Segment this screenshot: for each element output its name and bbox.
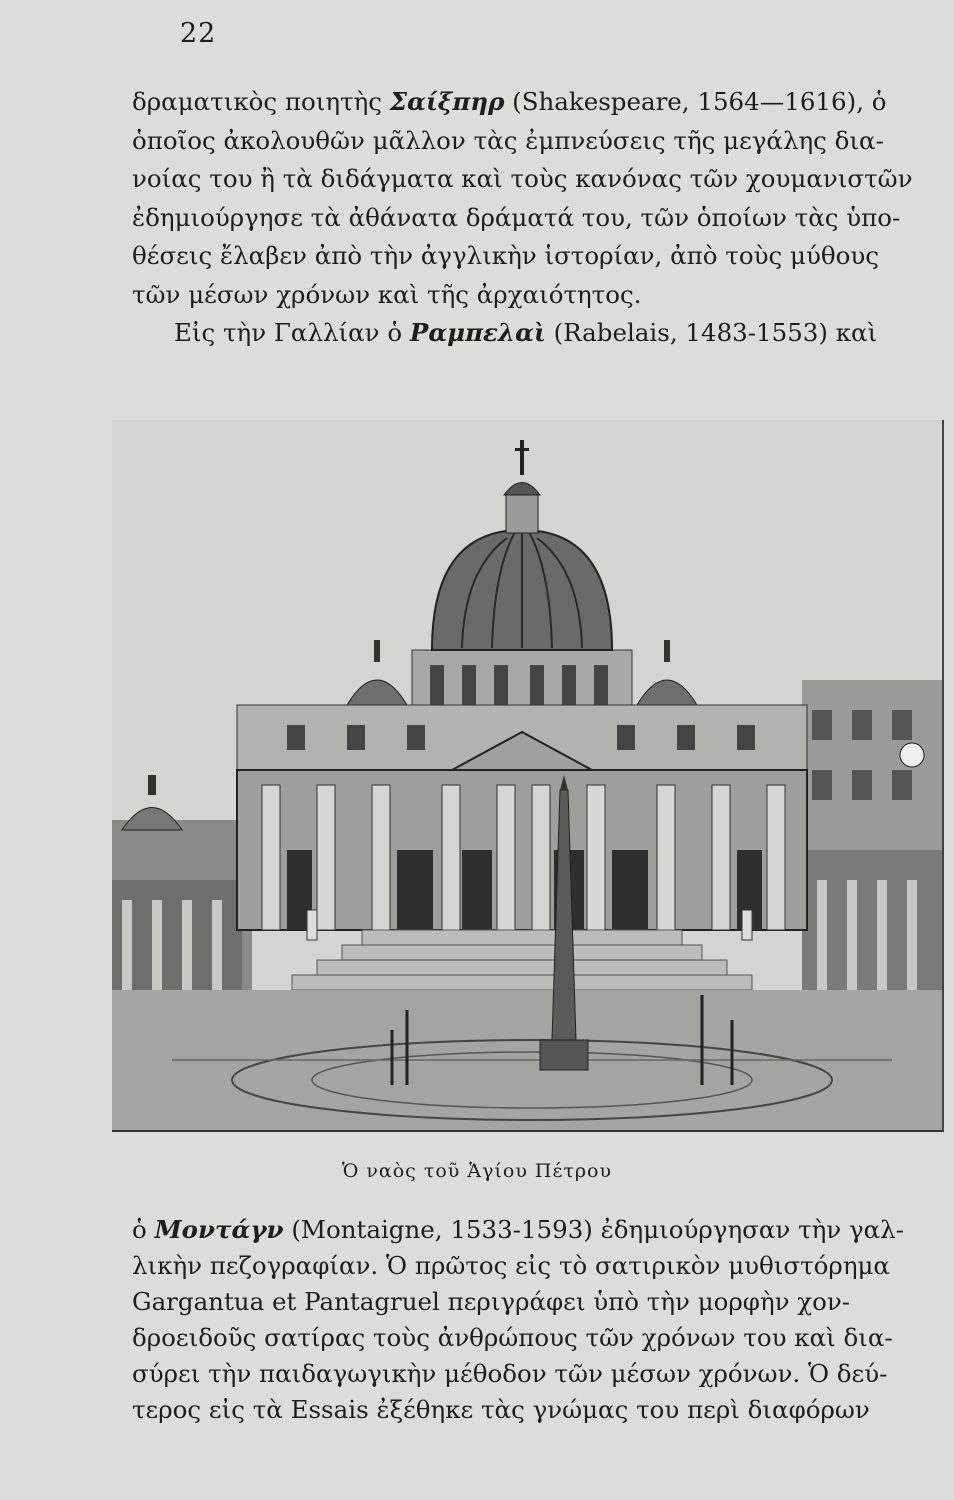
page-number: 22 (180, 18, 217, 49)
text-segment: θέσεις ἔλαβεν ἀπὸ τὴν ἀγγλικὴν ἱστορίαν, ἀπὸ τοὺς μύθους (132, 241, 879, 270)
text-line (132, 199, 932, 238)
bottom-paragraph (132, 1212, 932, 1428)
text-line (132, 314, 932, 353)
text-segment: δραματικὸς ποιητὴς (132, 87, 390, 116)
author-name: Μοντάγν (154, 1215, 284, 1244)
text-segment: (Rabelais, 1483-1553) καὶ (545, 318, 878, 347)
text-line (132, 160, 932, 199)
text-segment: Gargantua et Pantagruel περιγράφει ὑπὸ τὴν μορφὴν χον- (132, 1287, 851, 1316)
text-line (132, 1248, 932, 1284)
text-segment: τῶν μέσων χρόνων καὶ τῆς ἀρχαιότητος. (132, 279, 642, 309)
text-segment: (Montaigne, 1533-1593) ἐδημιούργησαν τὴν γαλ- (283, 1215, 904, 1244)
text-line (132, 122, 932, 161)
author-name: Ραμπελαὶ (409, 318, 546, 347)
text-segment: ὁ (132, 1215, 155, 1244)
author-name: Σαίξπηρ (389, 87, 505, 116)
text-line (132, 1392, 932, 1428)
text-line (132, 237, 932, 276)
text-line (132, 1356, 932, 1392)
text-segment: (Shakespeare, 1564—1616), ὁ (504, 87, 887, 116)
text-segment: σύρει τὴν παιδαγωγικὴν μέθοδον τῶν μέσων χρόνων. Ὁ δεύ- (132, 1359, 888, 1388)
text-segment: λικὴν πεζογραφίαν. Ὁ πρῶτος εἰς τὸ σατιρικὸν μυθιστόρημα (132, 1251, 890, 1280)
text-segment: νοίας του ἢ τὰ διδάγματα καὶ τοὺς κανόνας τῶν χουμανιστῶν (132, 164, 913, 193)
text-line (132, 1284, 932, 1320)
text-segment: Εἰς τὴν Γαλλίαν ὁ (174, 318, 410, 347)
text-segment: ἐδημιούργησε τὰ ἀθάνατα δράματά του, τῶν ὁποίων τὰς ὑπο- (132, 202, 901, 232)
text-line (132, 83, 932, 122)
top-paragraph (132, 83, 932, 353)
text-line (132, 1212, 932, 1248)
basilica-engraving (112, 420, 942, 1130)
text-line (132, 1320, 932, 1356)
st-peters-basilica-illustration (112, 420, 944, 1132)
text-segment: δροειδοῦς σατίρας τοὺς ἀνθρώπους τῶν χρόνων του καὶ δια- (132, 1323, 893, 1352)
text-segment: τερος εἰς τὰ Essais ἐξέθηκε τὰς γνώμας του περὶ διαφόρων (132, 1395, 870, 1424)
figure-caption: Ὁ ναὸς τοῦ Ἁγίου Πέτρου (341, 1160, 613, 1182)
text-segment: ὁποῖος ἀκολουθῶν μᾶλλον τὰς ἐμπνεύσεις τῆς μεγάλης δια- (132, 125, 884, 155)
text-line (132, 276, 932, 315)
